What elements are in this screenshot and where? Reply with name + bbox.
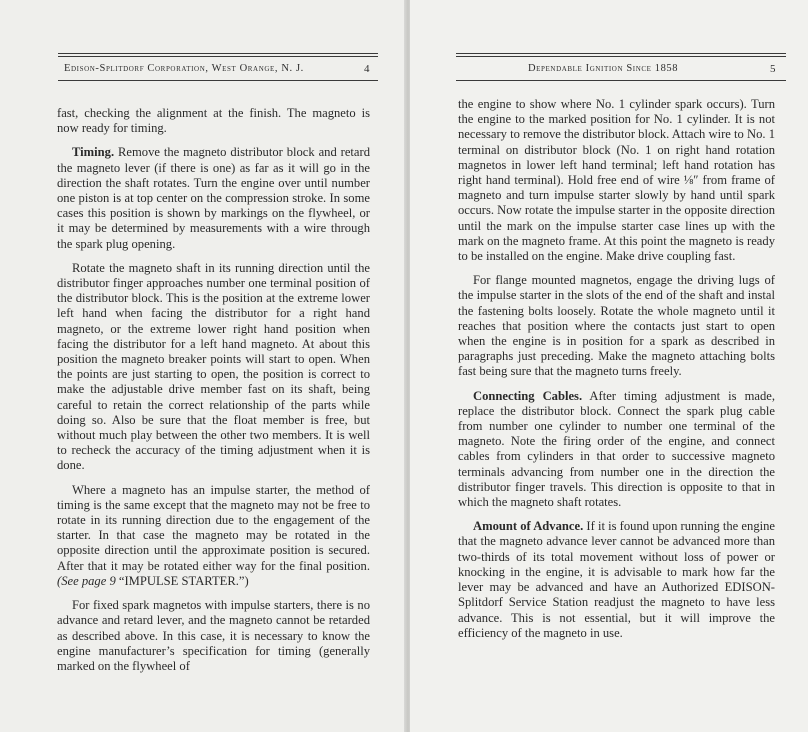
impulse-tail: “IMPULSE STARTER.”) [115,573,249,588]
left-header-rule [58,53,378,57]
left-paragraph-timing [57,145,370,251]
impulse-page-ref: (See page 9 [57,573,116,588]
right-page-number: 5 [770,63,776,75]
left-paragraph-1: fast, checking the alignment at the finish. The magneto is now ready for timing. [57,106,370,136]
left-body-text [57,106,370,683]
timing-body: Remove the magneto distributor block and retard the magneto lever (if there is one) as far as it will go in the direction the shaft rotates. Turn the engine over until number one piston is at top center on the compression stroke. In some cases this position is shown by markings on the flywheel, or it may be determined by measurements with a wire through the spark plug opening. [57,145,370,251]
right-body-text [458,97,775,650]
right-page [410,0,808,732]
left-paragraph-3: Rotate the magneto shaft in its running direction until the distributor finger approaches number one terminal position of the distributor block. This is the position at the extreme lower left hand when facing the distributor for a right hand magneto, or the extreme lower right hand position when facing the distributor for a left hand magneto. At about this position the magneto breaker points will start to open. When the points are just starting to open, the position is correct to make the adjustable drive member fast on its shaft, being careful to retain the correct relationship of the parts while doing so. Also be sure that the float member is free, but without much play between the other two members. It is well to recheck the accuracy of the timing adjustment when it is done. [57,260,370,473]
right-running-head: Dependable Ignition Since 1858 [528,63,679,74]
left-header-underline [58,80,378,81]
amount-of-advance-heading: Amount of Advance. [473,519,584,534]
left-running-head: Edison-Splitdorf Corporation, West Orange, N. J. [64,63,304,74]
connecting-cables-heading: Connecting Cables. [473,388,583,403]
right-header-underline [456,80,786,81]
left-paragraph-impulse [57,483,370,589]
right-paragraph-1: the engine to show where No. 1 cylinder spark occurs). Turn the engine to the marked position for No. 1 cylinder. It is not necessary to remove the distributor block. Attach wire to No. 1 terminal on distributor block (No. 1 on right hand rotation magnetos in lower left hand terminal; left hand rotation has right hand terminal). Hold free end of wire ⅛″ from frame of magneto and turn impulse starter slowly by hand until spark occurs. Now rotate the impulse starter in the opposite direction until the mark on the impulse starter case lines up with the mark on the magneto frame. At this point the magneto is ready to be installed on the engine. Make drive coupling fast. [458,97,775,264]
impulse-body: Where a magneto has an impulse starter, the method of timing is the same except that the magneto may not be free to rotate in its running direction due to the engagement of the starter. In that case the magneto may be rotated in the opposite direction until the approximate position is secured. After that it may be rotated either way for the final position. [57,482,370,573]
left-page-number: 4 [364,63,370,75]
right-paragraph-2: For flange mounted magnetos, engage the driving lugs of the impulse starter in the slots of the end of the shaft and instal the fastening bolts loosely. Rotate the whole magneto until it reaches that position where the contacts just start to open when the engine is in position for a spark as described in paragraphs just preceding. Make the magneto attaching bolts fast being sure that the magneto turns freely. [458,273,775,379]
amount-of-advance-body: If it is found upon running the engine that the magneto advance lever cannot be advanced more than two-thirds of its total movement without loss of power or knocking in the engine, it is advisable to mark how far the lever may be advanced and have an Authorized EDISON-Splitdorf Service Station readjust the magneto to have less advance. This is not essential, but it will improve the efficiency of the magneto in use. [458,519,775,640]
timing-heading: Timing. [72,145,115,160]
left-paragraph-5: For fixed spark magnetos with impulse starters, there is no advance and retard lever, and the magneto cannot be retarded as described above. In this case, it is necessary to know the engine manufacturer’s specification for timing (generally marked on the flywheel of [57,598,370,673]
right-header-rule [456,53,786,57]
right-paragraph-cables [458,389,775,511]
right-paragraph-advance [458,519,775,641]
connecting-cables-body: After timing adjustment is made, replace the distributor block. Connect the spark plug cable from number one cylinder to number one terminal of the magneto. Note the firing order of the engine, and connect cables from cylinders in that order to successive magneto terminals advancing from number one in the direction the distributor finger travels. This direction is opposite to that in which the magneto shaft rotates. [458,388,775,510]
